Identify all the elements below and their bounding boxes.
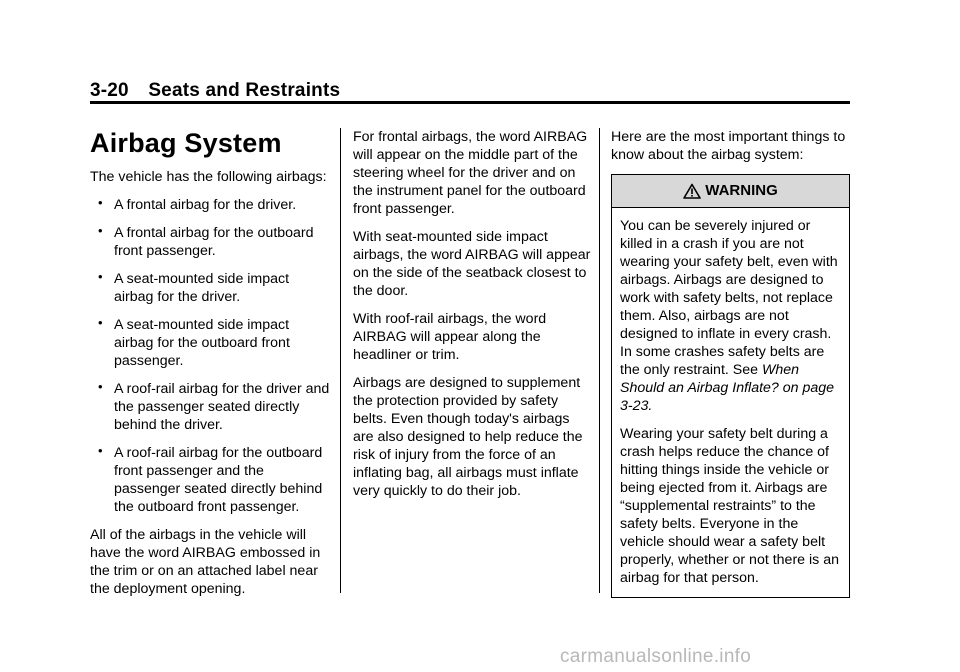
paragraph: For frontal airbags, the word AIRBAG will appear on the middle part of the steering wheel for the driver and on the instrument panel for the outboard front passenger.: [353, 129, 588, 217]
airbag-list: [90, 196, 330, 516]
paragraph: With roof-rail airbags, the word AIRBAG will appear along the headliner or trim.: [353, 311, 547, 363]
list-item: • A seat-mounted side impact airbag for the driver.: [98, 269, 290, 305]
page-reference-link[interactable]: When Should an Airbag Inflate? on page 3-23.: [620, 362, 835, 414]
column-2: [353, 128, 591, 510]
intro-paragraph: Here are the most important things to know about the airbag system:: [611, 129, 846, 163]
warning-body: [612, 208, 849, 587]
list-item: • A roof-rail airbag for the driver and the passenger seated directly behind the driver.: [98, 379, 330, 433]
bullet-icon: •: [98, 379, 103, 394]
warning-header: [612, 175, 849, 208]
warning-paragraph: You can be severely injured or killed in a crash if you are not wearing your safety belt, even with airbags. Airbags are designed to work with safety belts, not replace them. Also, airbags are not designed to inflate in every crash. In some crashes safety belts are the only restraint. See When Should an Airbag Inflate? on page 3-23.: [620, 218, 838, 414]
list-item: • A seat-mounted side impact airbag for the outboard front passenger.: [98, 315, 290, 369]
bullet-icon: •: [98, 315, 103, 330]
page-title: Airbag System: [90, 128, 282, 158]
column-divider: [599, 128, 600, 593]
bullet-icon: •: [98, 195, 103, 210]
section-title: Seats and Restraints: [148, 80, 341, 101]
intro-paragraph: The vehicle has the following airbags:: [90, 169, 327, 185]
list-item: • A frontal airbag for the outboard front passenger.: [98, 223, 314, 259]
warning-title: WARNING: [705, 182, 778, 199]
bullet-icon: •: [98, 269, 103, 284]
bullet-icon: •: [98, 223, 103, 238]
column-1: [90, 128, 330, 608]
bullet-icon: •: [98, 443, 103, 458]
closing-paragraph: All of the airbags in the vehicle will have the word AIRBAG embossed in the trim or on an attached label near the deployment opening.: [90, 527, 321, 597]
page-number: 3-20: [90, 80, 129, 101]
watermark: carmanualsonline.info: [560, 646, 752, 667]
page-header: [90, 80, 340, 102]
warning-triangle-icon: [683, 183, 701, 199]
paragraph: With seat-mounted side impact airbags, the word AIRBAG will appear on the side of the seatback closest to the door.: [353, 229, 591, 299]
paragraph: Airbags are designed to supplement the protection provided by safety belts. Even though today's airbags are also designed to help reduce the risk of injury from the force of an inflating bag, all airbags must inflate very quickly to do their job.: [353, 375, 583, 499]
warning-paragraph: Wearing your safety belt during a crash helps reduce the chance of hitting things inside the vehicle or being ejected from it. Airbags are “supplemental restraints” to the safety belts. Everyone in the vehicle should wear a safety belt properly, whether or not there is an airbag for that person.: [620, 426, 839, 586]
list-item: • A frontal airbag for the driver.: [98, 195, 297, 213]
header-rule: [90, 101, 850, 104]
list-item: • A roof-rail airbag for the outboard front passenger and the passenger seated directly behind the outboard front passenger.: [98, 443, 323, 515]
warning-box: [611, 174, 850, 598]
column-3: [611, 128, 851, 598]
column-divider: [340, 128, 341, 593]
